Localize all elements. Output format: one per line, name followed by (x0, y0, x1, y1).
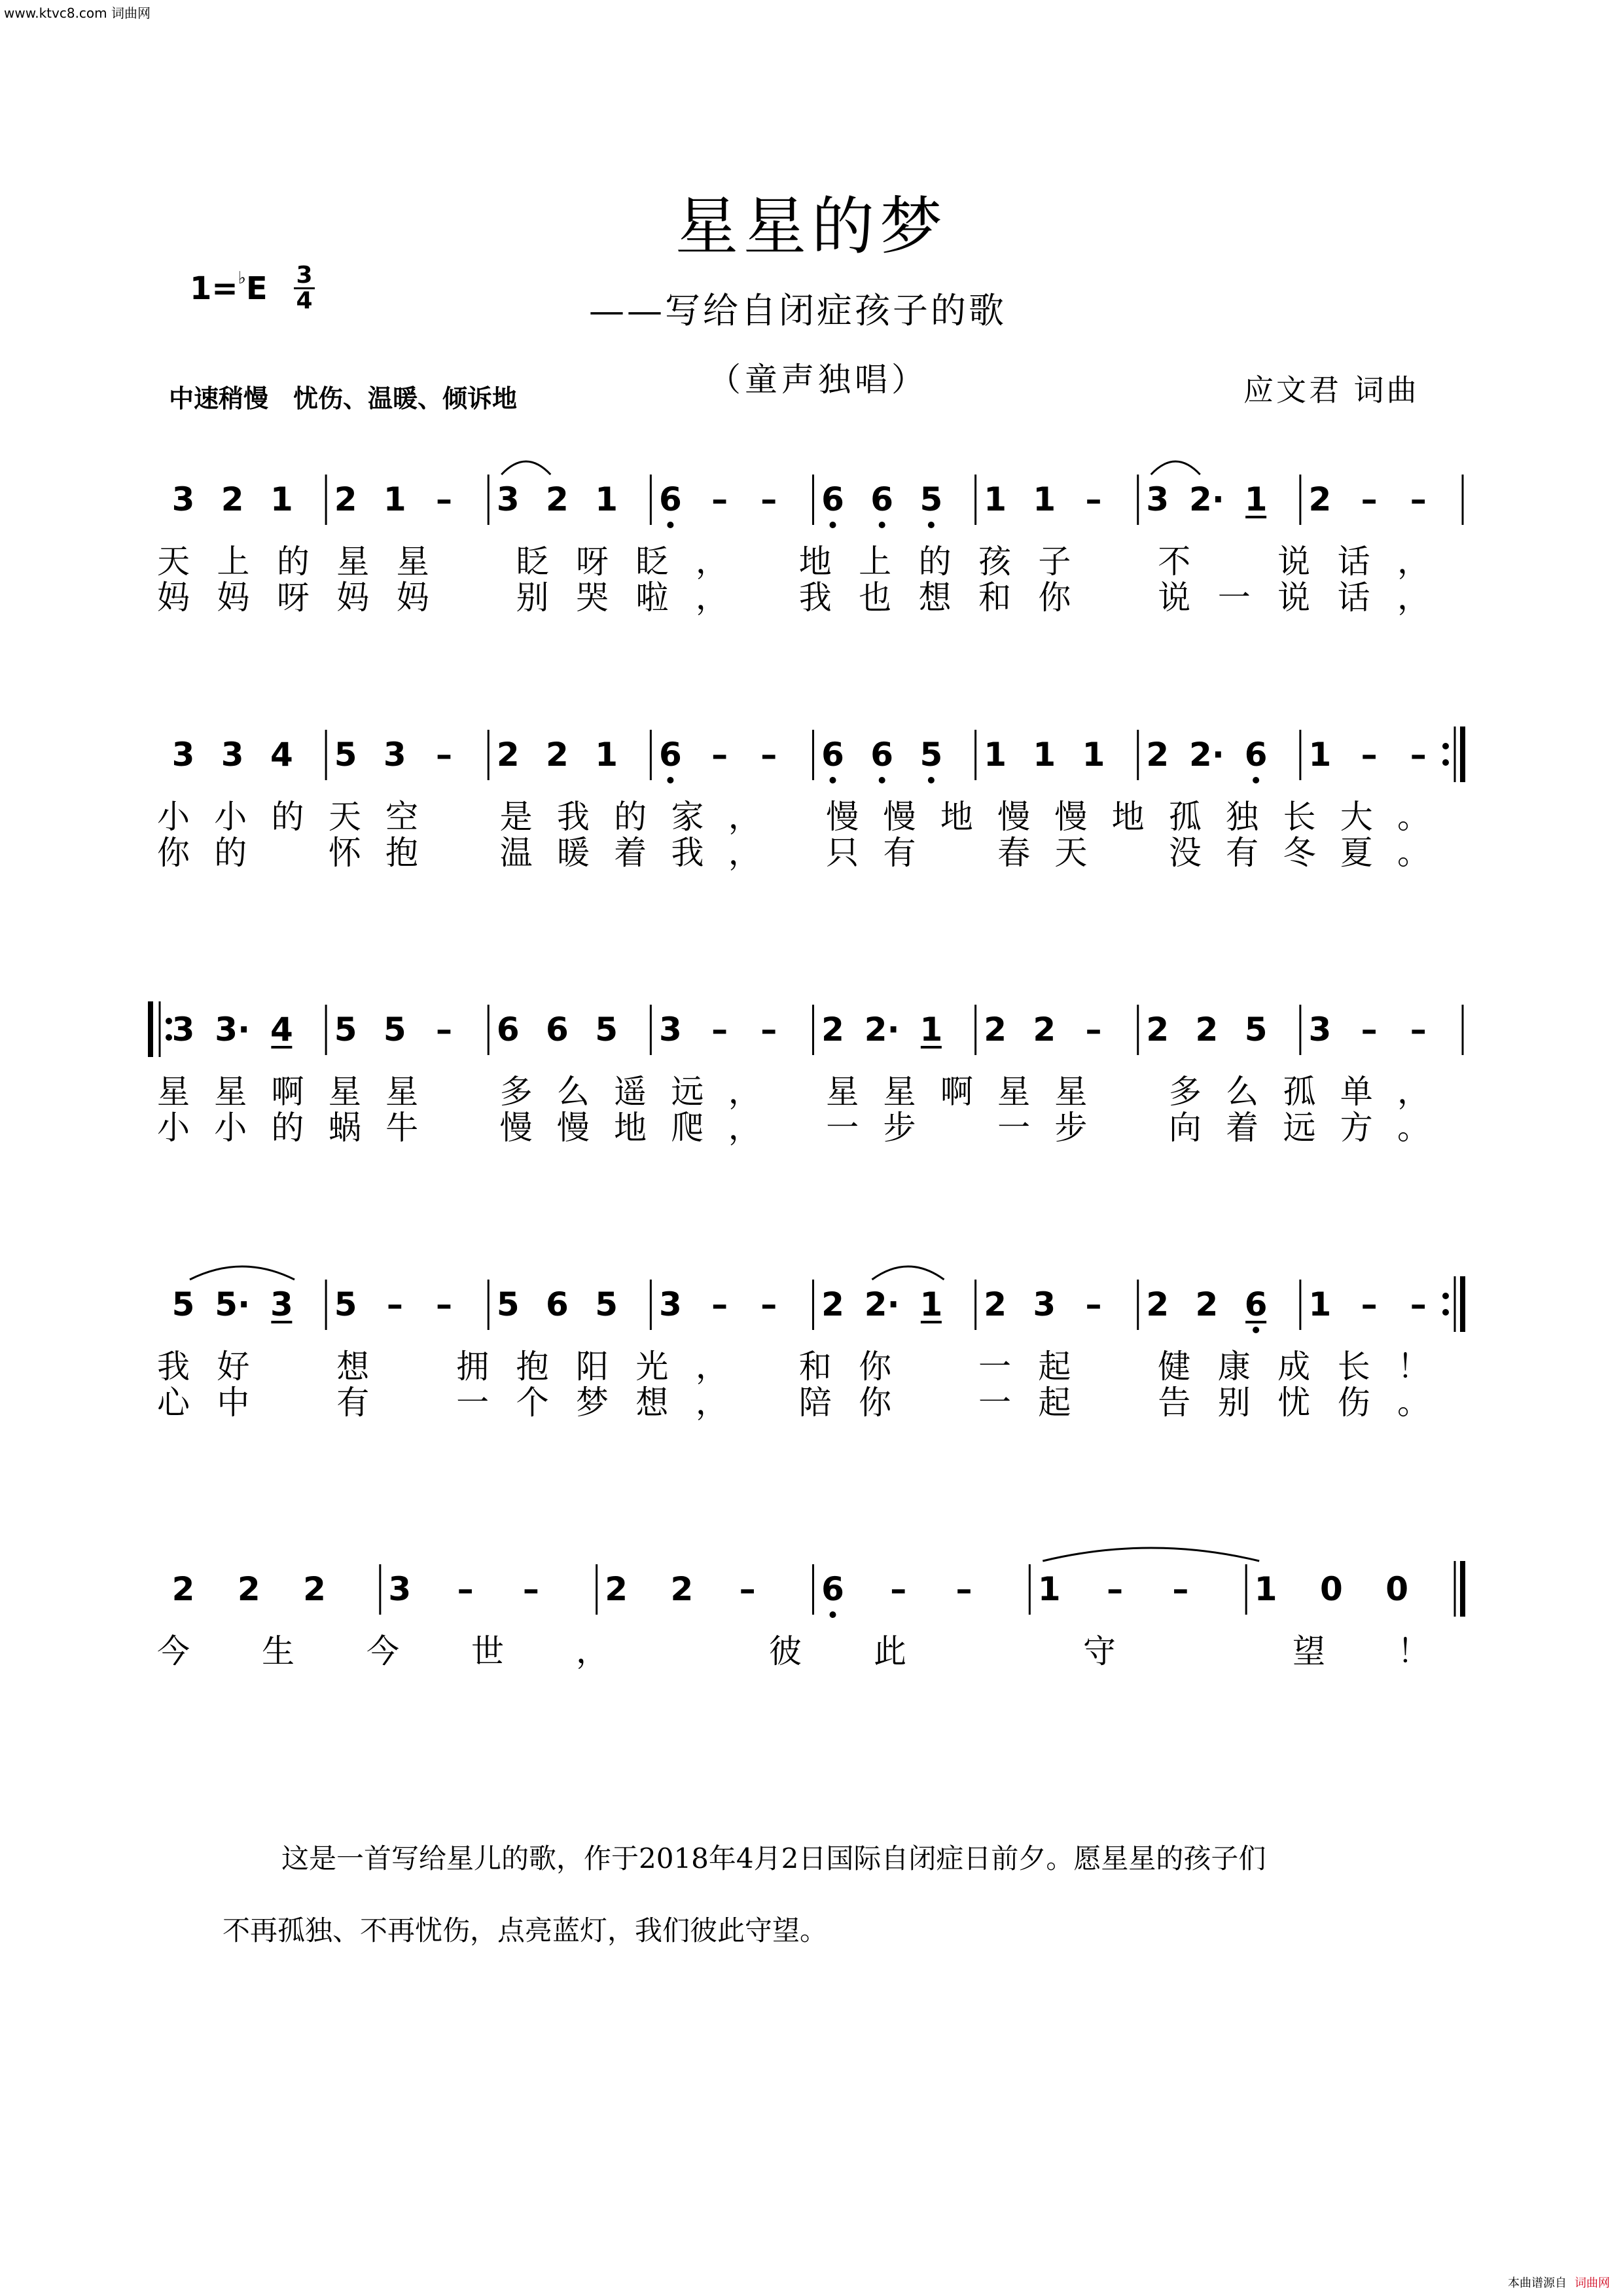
score-note: 1 (1308, 736, 1332, 774)
score-note: 6 (546, 1285, 569, 1323)
score-note: 6 (870, 736, 894, 774)
score-note: – (711, 736, 728, 774)
score-note: 2 (546, 736, 569, 774)
score-note: 2 (821, 1285, 844, 1323)
score-note: 1 (1308, 1285, 1332, 1323)
octave-dot (830, 777, 836, 783)
score-note: – (760, 480, 777, 518)
score-note: 3 (1308, 1011, 1332, 1049)
score-note: – (436, 736, 453, 774)
score-note: 5 (595, 1285, 618, 1323)
score-note: – (760, 1285, 777, 1323)
score-note: 3 (496, 480, 520, 518)
score-note: 6 (821, 480, 844, 518)
score-note: – (1085, 1285, 1102, 1323)
score-note: 5 (383, 1011, 406, 1049)
octave-dot (928, 522, 935, 528)
footer-source: 本曲谱源自 (1508, 2276, 1567, 2290)
score-note: 2 (1308, 480, 1332, 518)
score-note: 2· (1189, 480, 1224, 518)
slur (501, 461, 550, 475)
score-note: 3· (215, 1011, 251, 1049)
score-note: 2 (984, 1011, 1007, 1049)
score-note: 4 (270, 736, 293, 774)
score-note: – (1361, 736, 1378, 774)
footer-site: 词曲网 (1575, 2276, 1610, 2290)
score-note: 5 (919, 736, 943, 774)
score-note: – (890, 1570, 907, 1608)
tempo-marking: 中速稍慢 忧伤、温暖、倾诉地 (169, 384, 518, 413)
score-note: 2 (1146, 1285, 1169, 1323)
score-note: 6 (546, 1011, 569, 1049)
score-note: – (1361, 1011, 1378, 1049)
slur (190, 1266, 294, 1280)
description-line-2: 不再孤独、不再忧伤，点亮蓝灯，我们彼此守望。 (223, 1914, 828, 1946)
score-note: 1 (919, 1011, 943, 1049)
score-note: 1 (1244, 480, 1268, 518)
score-note: 1 (1082, 736, 1105, 774)
score-note: – (1085, 480, 1102, 518)
score-note: 6 (821, 1570, 844, 1608)
score-note: 1 (595, 480, 618, 518)
repeat-dot (1442, 759, 1449, 766)
score-note: 6 (658, 736, 682, 774)
repeat-dot (166, 1018, 172, 1024)
score-note: 6 (870, 480, 894, 518)
score-note: 3 (270, 1285, 293, 1323)
score-note: 1 (595, 736, 618, 774)
score-note: 1 (383, 480, 406, 518)
score-note: 5 (334, 1285, 357, 1323)
repeat-dot (1442, 1309, 1449, 1316)
score-note: 2 (821, 1011, 844, 1049)
score-note: 5· (215, 1285, 251, 1323)
lyric-line: 妈妈呀妈妈 别哭啦， 我也想和你 说一说话， (157, 579, 1430, 617)
score-note: 3 (171, 1011, 195, 1049)
octave-dot (667, 522, 673, 528)
score-note: 4 (270, 1011, 293, 1049)
key-note: E (245, 270, 268, 307)
score-note: – (711, 1011, 728, 1049)
slur (872, 1266, 944, 1280)
octave-dot (830, 522, 836, 528)
score-note: – (955, 1570, 972, 1608)
score-note: 1 (984, 736, 1007, 774)
vocal-type: （童声独唱） (708, 361, 928, 399)
score-note: 5 (334, 736, 357, 774)
lyric-line: 心中 有 一个梦想， 陪你 一起 告别忧伤。 (157, 1384, 1430, 1422)
score-note: 1 (984, 480, 1007, 518)
score-note: 2 (1146, 1011, 1169, 1049)
score-note: 5 (595, 1011, 618, 1049)
score-note: 6 (1244, 736, 1268, 774)
score-note: 2· (864, 1011, 900, 1049)
score-note: 1 (919, 1285, 943, 1323)
lyric-line: 天上的星星 眨呀眨， 地上的孩子 不 说话， (157, 543, 1430, 581)
score-note: 2 (334, 480, 357, 518)
score-note: – (1410, 1011, 1427, 1049)
score-note: – (386, 1285, 403, 1323)
octave-dot (879, 777, 885, 783)
score-note: – (436, 480, 453, 518)
flat-sign: ♭ (238, 268, 246, 288)
score-note: 2 (1146, 736, 1169, 774)
song-title: 星星的梦 (675, 190, 948, 263)
repeat-dot (1442, 1293, 1449, 1299)
score-note: 2 (984, 1285, 1007, 1323)
score-note: 2 (1195, 1011, 1219, 1049)
composer-credit: 应文君 词曲 (1243, 372, 1419, 408)
time-top: 3 (296, 262, 313, 289)
score-note: 1 (1254, 1570, 1277, 1608)
score-note: 2 (1033, 1011, 1056, 1049)
score-note: 5 (334, 1011, 357, 1049)
lyric-line: 小小的蜗牛 慢慢地爬， 一步 一步 向着远方。 (157, 1109, 1430, 1147)
score-note: 2 (605, 1570, 628, 1608)
lyric-line: 今生今世， 彼此 守 望！ (157, 1632, 1430, 1670)
score-note: – (1410, 480, 1427, 518)
key-label: 1= (190, 270, 238, 307)
score-note: 3 (388, 1570, 412, 1608)
octave-dot (667, 777, 673, 783)
score-note: – (1172, 1570, 1189, 1608)
score-note: – (1107, 1570, 1124, 1608)
score-note: 3 (171, 480, 195, 518)
score-note: 1 (1037, 1570, 1061, 1608)
score-note: 6 (821, 736, 844, 774)
song-subtitle: ——写给自闭症孩子的歌 (589, 290, 1007, 331)
score-note: 1 (270, 480, 293, 518)
score-note: 2 (546, 480, 569, 518)
score-note: – (1410, 1285, 1427, 1323)
score-note: 3 (658, 1011, 682, 1049)
score-note: – (739, 1570, 756, 1608)
score-note: 3 (658, 1285, 682, 1323)
score-note: 6 (1244, 1285, 1268, 1323)
score-note: 6 (658, 480, 682, 518)
score-note: – (436, 1011, 453, 1049)
score-note: 2· (864, 1285, 900, 1323)
footer (1500, 2274, 1610, 2291)
score-note: 0 (1385, 1570, 1409, 1608)
score-note: 2 (670, 1570, 694, 1608)
description-line-1: 这是一首写给星儿的歌，作于2018年4月2日国际自闭症日前夕。愿星星的孩子们 (281, 1842, 1266, 1874)
score-note: – (760, 736, 777, 774)
octave-dot (1253, 1327, 1259, 1333)
octave-dot (1253, 777, 1259, 783)
octave-dot (830, 1611, 836, 1618)
slur (1043, 1548, 1259, 1561)
score-note: 2 (171, 1570, 195, 1608)
lyric-line: 星星啊星星 多么遥远， 星星啊星星 多么孤单， (157, 1073, 1430, 1111)
score-note: 2 (237, 1570, 260, 1608)
score-note: 3 (1146, 480, 1169, 518)
score-note: 2 (303, 1570, 326, 1608)
score-note: 5 (919, 480, 943, 518)
score-note: 5 (171, 1285, 195, 1323)
score-note: 6 (496, 1011, 520, 1049)
score-note: – (436, 1285, 453, 1323)
score-note: 2 (496, 736, 520, 774)
score-note: 0 (1320, 1570, 1343, 1608)
score-note: 2 (221, 480, 244, 518)
score-note: 3 (383, 736, 406, 774)
score-note: – (1085, 1011, 1102, 1049)
score-note: 5 (1244, 1011, 1268, 1049)
score-note: 5 (496, 1285, 520, 1323)
score-note: 2· (1189, 736, 1224, 774)
score-note: 2 (1195, 1285, 1219, 1323)
score-note: 3 (1033, 1285, 1056, 1323)
score-note: 3 (171, 736, 195, 774)
score-note: – (711, 480, 728, 518)
time-bottom: 4 (296, 287, 313, 314)
score-note: – (522, 1570, 539, 1608)
repeat-dot (1442, 743, 1449, 749)
score-note: 3 (221, 736, 244, 774)
score-note: – (711, 1285, 728, 1323)
score-note: – (1361, 1285, 1378, 1323)
lyric-line: 你的 怀抱 温暖着我， 只有 春天 没有冬夏。 (157, 834, 1430, 872)
slur (1151, 461, 1200, 475)
site-url: www.ktvc8.com 词曲网 (4, 5, 151, 21)
score-note: – (457, 1570, 474, 1608)
repeat-dot (166, 1034, 172, 1041)
lyric-line: 小小的天空 是我的家， 慢慢地慢慢地孤独长大。 (157, 798, 1430, 836)
score-note: – (760, 1011, 777, 1049)
lyric-line: 我好 想 拥抱阳光， 和你 一起 健康成长！ (157, 1348, 1430, 1386)
score-note: – (1410, 736, 1427, 774)
score-note: – (1361, 480, 1378, 518)
octave-dot (928, 777, 935, 783)
score-note: 1 (1033, 480, 1056, 518)
score-note: 1 (1033, 736, 1056, 774)
octave-dot (879, 522, 885, 528)
